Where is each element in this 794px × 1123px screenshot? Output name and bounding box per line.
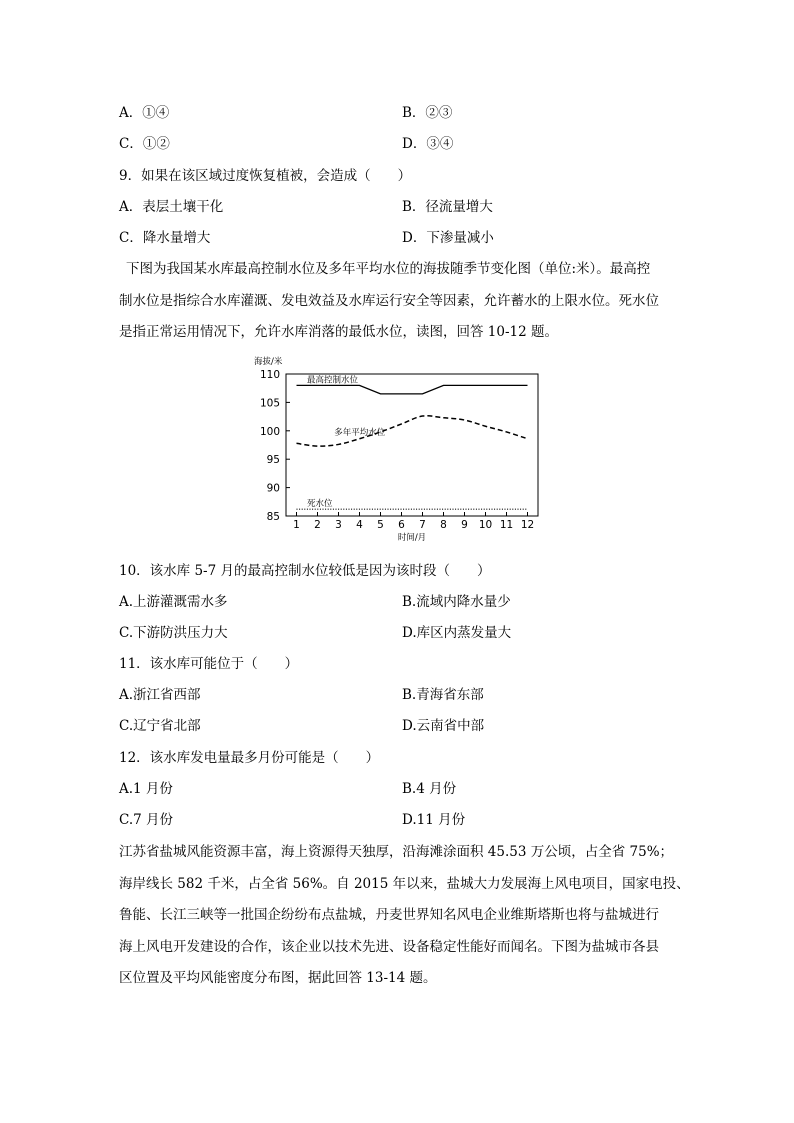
x-tick-label: 10 <box>478 519 493 531</box>
q11-option-b: B.青海省东部 <box>402 687 484 703</box>
reading-intro-yancheng <box>119 837 690 995</box>
mean-water-level-label: 多年平均水位 <box>334 427 386 438</box>
q12-option-a: A.1 月份 <box>119 781 173 797</box>
y-tick-label: 95 <box>266 454 280 467</box>
y-tick-label: 90 <box>266 482 280 495</box>
max-control-level-label: 最高控制水位 <box>307 375 359 386</box>
x-tick-label: 11 <box>499 519 514 531</box>
x-tick-label: 8 <box>440 519 447 531</box>
intro2-line: 海岸线长 582 千米，占全省 56%。自 2015 年以来，盐城大力发展海上风电项目，国家电投、 <box>119 875 690 892</box>
q8-option-d: D．③④ <box>402 136 454 152</box>
q12-option-b: B.4 月份 <box>402 781 457 797</box>
intro1-line: 下图为我国某水库最高控制水位及多年平均水位的海拔随季节变化图（单位:米）。最高控 <box>126 261 651 277</box>
q10-option-b: B.流域内降水量少 <box>402 594 511 610</box>
intro2-line: 鲁能、长江三峡等一批国企纷纷布点盐城，丹麦世界知名风电企业维斯塔斯也将与盐城进行 <box>119 907 659 923</box>
q9-option-d: D．下渗量减小 <box>402 230 494 246</box>
q10-option-a: A.上游灌溉需水多 <box>119 594 228 610</box>
q9-stem: 9．如果在该区域过度恢复植被，会造成（ ） <box>119 168 412 184</box>
q9-option-b: B．径流量增大 <box>402 199 493 215</box>
q8-option-b: B．②③ <box>402 105 453 121</box>
x-tick-label: 6 <box>398 519 405 531</box>
intro1-line: 制水位是指综合水库灌溉、发电效益及水库运行安全等因素，允许蓄水的上限水位。死水位 <box>119 292 659 309</box>
y-tick-label: 110 <box>259 369 280 381</box>
y-tick-label: 100 <box>259 425 280 438</box>
q12-option-c: C.7 月份 <box>119 812 174 828</box>
intro2-line: 海上风电开发建设的合作，该企业以技术先进、设备稳定性能好而闻名。下图为盐城市各县 <box>119 938 659 955</box>
x-tick-label: 5 <box>377 519 384 531</box>
q8-option-c: C．①② <box>119 136 170 152</box>
q12-stem: 12．该水库发电量最多月份可能是（ ） <box>119 750 380 766</box>
q8-option-a: A．①④ <box>119 105 170 121</box>
reading-intro-reservoir <box>119 254 679 349</box>
q11-stem: 11．该水库可能位于（ ） <box>119 656 299 672</box>
x-tick-label: 2 <box>314 519 321 531</box>
q9-option-a: A．表层土壤干化 <box>119 199 224 215</box>
q9-option-c: C．降水量增大 <box>119 230 211 246</box>
intro2-line: 江苏省盐城风能资源丰富，海上资源得天独厚，沿海滩涂面积 45.53 万公顷，占全省 75%； <box>119 844 674 860</box>
q12-option-d: D.11 月份 <box>402 812 466 828</box>
y-axis-title: 海拔/米 <box>254 357 283 367</box>
x-tick-label: 7 <box>419 519 426 531</box>
x-tick-label: 3 <box>335 519 342 531</box>
chart-plot-frame <box>286 374 538 516</box>
x-axis-title: 时间/月 <box>397 533 427 543</box>
q10-option-d: D.库区内蒸发量大 <box>402 625 512 641</box>
y-tick-label: 85 <box>266 511 280 523</box>
x-tick-label: 12 <box>520 519 535 531</box>
mean-water-level-line <box>297 416 528 446</box>
dead-water-level-label: 死水位 <box>307 499 333 510</box>
intro1-line: 是指正常运用情况下，允许水库消落的最低水位，读图，回答 10-12 题。 <box>119 324 558 340</box>
q10-option-c: C.下游防洪压力大 <box>119 625 228 641</box>
q11-option-a: A.浙江省西部 <box>119 687 201 703</box>
y-tick-label: 105 <box>259 397 280 410</box>
max-control-level-line <box>297 385 528 394</box>
water-level-chart <box>250 350 550 550</box>
x-tick-label: 1 <box>293 519 300 531</box>
x-tick-label: 4 <box>356 519 363 531</box>
x-tick-label: 9 <box>461 519 468 531</box>
q11-option-d: D.云南省中部 <box>402 718 485 734</box>
q10-stem: 10．该水库 5-7 月的最高控制水位较低是因为该时段（ ） <box>119 563 491 579</box>
q11-option-c: C.辽宁省北部 <box>119 718 201 734</box>
intro2-line: 区位置及平均风能密度分布图，据此回答 13-14 题。 <box>119 970 437 986</box>
